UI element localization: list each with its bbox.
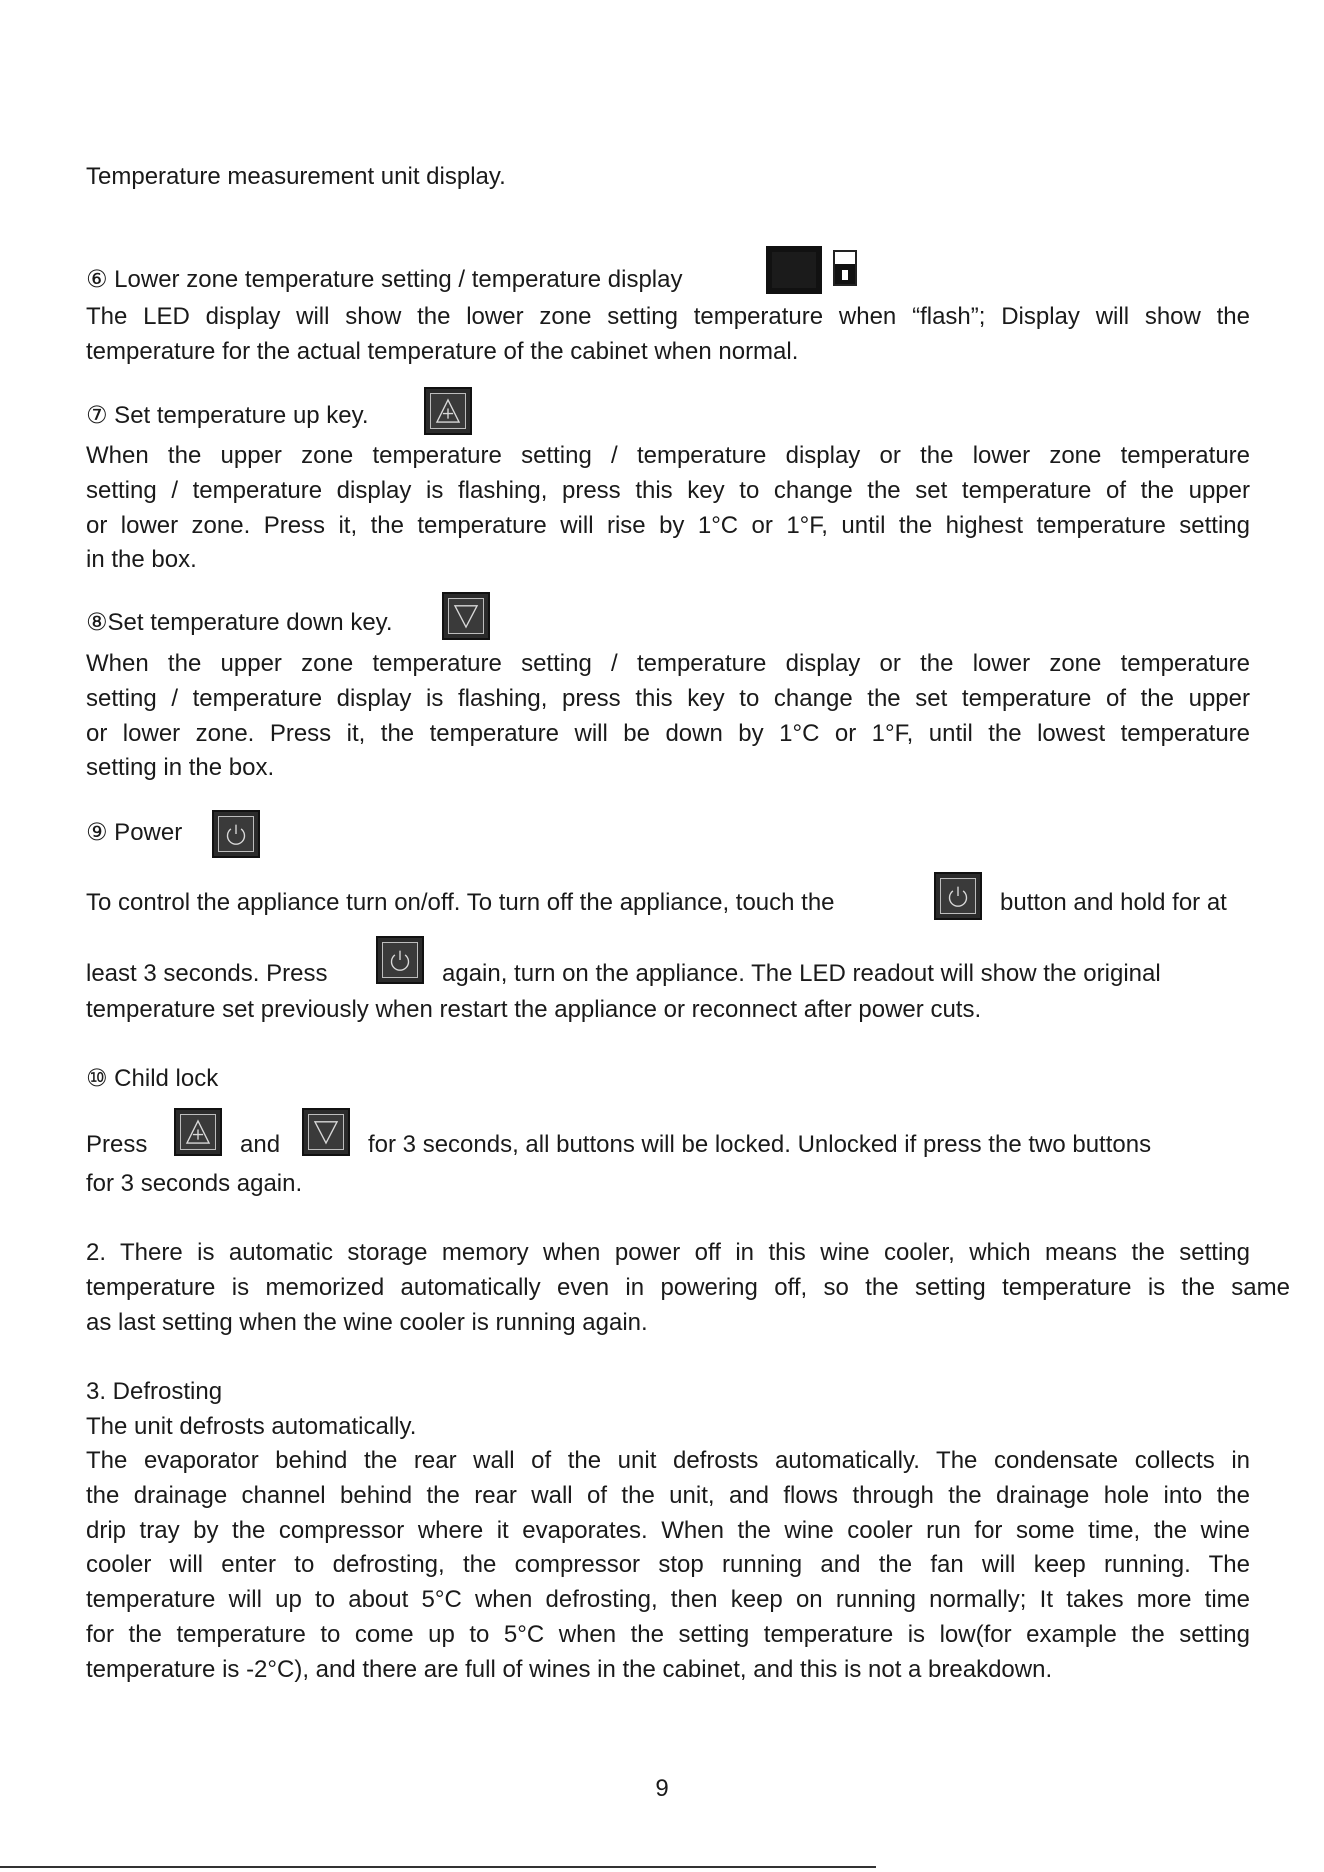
child-lock-rest: for 3 seconds, all buttons will be locked. Unlocked if press the two buttons bbox=[368, 1131, 1152, 1158]
section-3-heading: 3. Defrosting bbox=[86, 1378, 223, 1405]
section-7-heading: ⑦ Set temperature up key. bbox=[86, 402, 369, 429]
body-line: When the upper zone temperature setting / temperature display or the lower zone temperature bbox=[86, 650, 1250, 677]
body-line: setting / temperature display is flashing, press this key to change the set temperature of the upper bbox=[86, 684, 1250, 712]
body-line: temperature for the actual temperature of the cabinet when normal. bbox=[86, 337, 799, 365]
body-line: 2. There is automatic storage memory when power off in this wine cooler, which means the setting bbox=[86, 1239, 1250, 1266]
body-line: The evaporator behind the rear wall of the unit defrosts automatically. The condensate collects in bbox=[86, 1447, 1250, 1474]
page-number: 9 bbox=[655, 1775, 669, 1802]
down-key-icon bbox=[302, 1108, 350, 1156]
body-line: temperature will up to about 5°C when defrosting, then keep on running normally; It takes more time bbox=[86, 1586, 1250, 1614]
power-line-2a: least 3 seconds. Press bbox=[86, 960, 328, 987]
body-line: When the upper zone temperature setting / temperature display or the lower zone temperature bbox=[86, 442, 1250, 469]
power-line-3: temperature set previously when restart the appliance or reconnect after power cuts. bbox=[86, 996, 982, 1023]
power-line-2b: again, turn on the appliance. The LED readout will show the original bbox=[442, 960, 1161, 987]
body-line: setting / temperature display is flashing, press this key to change the set temperature of the upper bbox=[86, 476, 1250, 504]
body-line: as last setting when the wine cooler is running again. bbox=[86, 1308, 648, 1336]
down-key-icon bbox=[442, 592, 490, 640]
body-line: drip tray by the compressor where it evaporates. When the wine cooler run for some time, the wine bbox=[86, 1516, 1250, 1544]
body-line: temperature is -2°C), and there are full of wines in the cabinet, and this is not a breakdown. bbox=[86, 1655, 1053, 1683]
child-lock-and: and bbox=[240, 1131, 281, 1158]
paragraph-2 bbox=[86, 1236, 1290, 1340]
lower-zone-indicator-icon bbox=[833, 250, 857, 286]
section-8-body bbox=[86, 647, 1250, 786]
power-icon bbox=[376, 936, 424, 984]
section-10-heading: ⑩ Child lock bbox=[86, 1065, 219, 1092]
body-line: The LED display will show the lower zone setting temperature when “flash”; Display will show the bbox=[86, 303, 1250, 330]
section-3-subheading: The unit defrosts automatically. bbox=[86, 1413, 417, 1440]
section-3-body bbox=[86, 1444, 1250, 1688]
child-lock-press: Press bbox=[86, 1131, 148, 1158]
power-line-1a: To control the appliance turn on/off. To turn off the appliance, touch the bbox=[86, 889, 835, 916]
section-6-heading: ⑥ Lower zone temperature setting / temperature display bbox=[86, 266, 683, 293]
body-line: or lower zone. Press it, the temperature will rise by 1°C or 1°F, until the highest temperature setting bbox=[86, 511, 1250, 539]
body-line: temperature is memorized automatically even in powering off, so the setting temperature is the same bbox=[86, 1273, 1290, 1301]
power-icon bbox=[934, 872, 982, 920]
body-line: for the temperature to come up to 5°C when the setting temperature is low(for example the setting bbox=[86, 1620, 1250, 1648]
body-line: in the box. bbox=[86, 546, 197, 574]
section-7-body bbox=[86, 439, 1250, 578]
section-8-heading: ⑧Set temperature down key. bbox=[86, 609, 393, 636]
body-line: or lower zone. Press it, the temperature will be down by 1°C or 1°F, until the lowest temperature bbox=[86, 719, 1250, 747]
temperature-display-icon bbox=[766, 246, 822, 294]
body-line: setting in the box. bbox=[86, 754, 275, 782]
power-line-1b: button and hold for at bbox=[1000, 889, 1227, 916]
body-line: cooler will enter to defrosting, the compressor stop running and the fan will keep running. The bbox=[86, 1551, 1250, 1579]
up-key-icon bbox=[174, 1108, 222, 1156]
body-line: the drainage channel behind the rear wall of the unit, and flows through the drainage hole into the bbox=[86, 1481, 1250, 1509]
power-icon bbox=[212, 810, 260, 858]
section-6-body bbox=[86, 300, 1250, 370]
up-key-icon bbox=[424, 387, 472, 435]
footer-rule bbox=[0, 1866, 876, 1868]
section-9-heading: ⑨ Power bbox=[86, 819, 183, 846]
intro-line: Temperature measurement unit display. bbox=[86, 163, 506, 190]
child-lock-line-2: for 3 seconds again. bbox=[86, 1170, 303, 1197]
